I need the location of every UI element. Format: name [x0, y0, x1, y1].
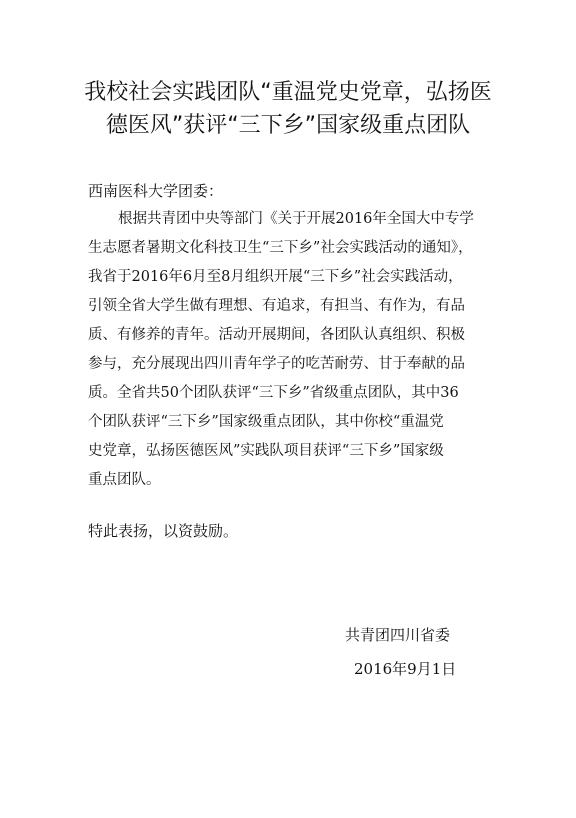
document-title — [60, 76, 516, 142]
body-line: 生志愿者暑期文化科技卫生“三下乡”社会实践活动的通知》， — [88, 240, 473, 256]
body-line: 我省于2016年6月至8月组织开展“三下乡”社会实践活动， — [88, 269, 463, 285]
body-line: 史党章，弘扬医德医风”实践队项目获评“三下乡”国家级 — [88, 443, 444, 459]
title-line-1: 我校社会实践团队“重温党史党章，弘扬医 — [84, 80, 492, 105]
signer: 共青团四川省委 — [345, 626, 451, 644]
body-line: 重点团队。 — [88, 472, 161, 488]
body-line: 个团队获评“三下乡”国家级重点团队，其中你校“重温党 — [88, 414, 444, 430]
closing-remark: 特此表扬，以资鼓励。 — [88, 522, 239, 540]
body-line: 质。全省共50个团队获评“三下乡”省级重点团队，其中36 — [88, 385, 459, 401]
letter-body — [88, 205, 508, 495]
body-line: 质、有修养的青年。活动开展期间，各团队认真组织、积极 — [88, 327, 465, 343]
title-line-2: 德医风”获评“三下乡”国家级重点团队 — [105, 113, 471, 138]
body-line: 引领全省大学生做有理想、有追求，有担当、有作为，有品 — [88, 298, 465, 314]
body-line: 根据共青团中央等部门《关于开展2016年全国大中专学 — [118, 211, 474, 227]
date: 2016年9月1日 — [354, 660, 457, 678]
salutation: 西南医科大学团委： — [88, 182, 224, 200]
body-line: 参与，充分展现出四川青年学子的吃苦耐劳、甘于奉献的品 — [88, 356, 465, 372]
